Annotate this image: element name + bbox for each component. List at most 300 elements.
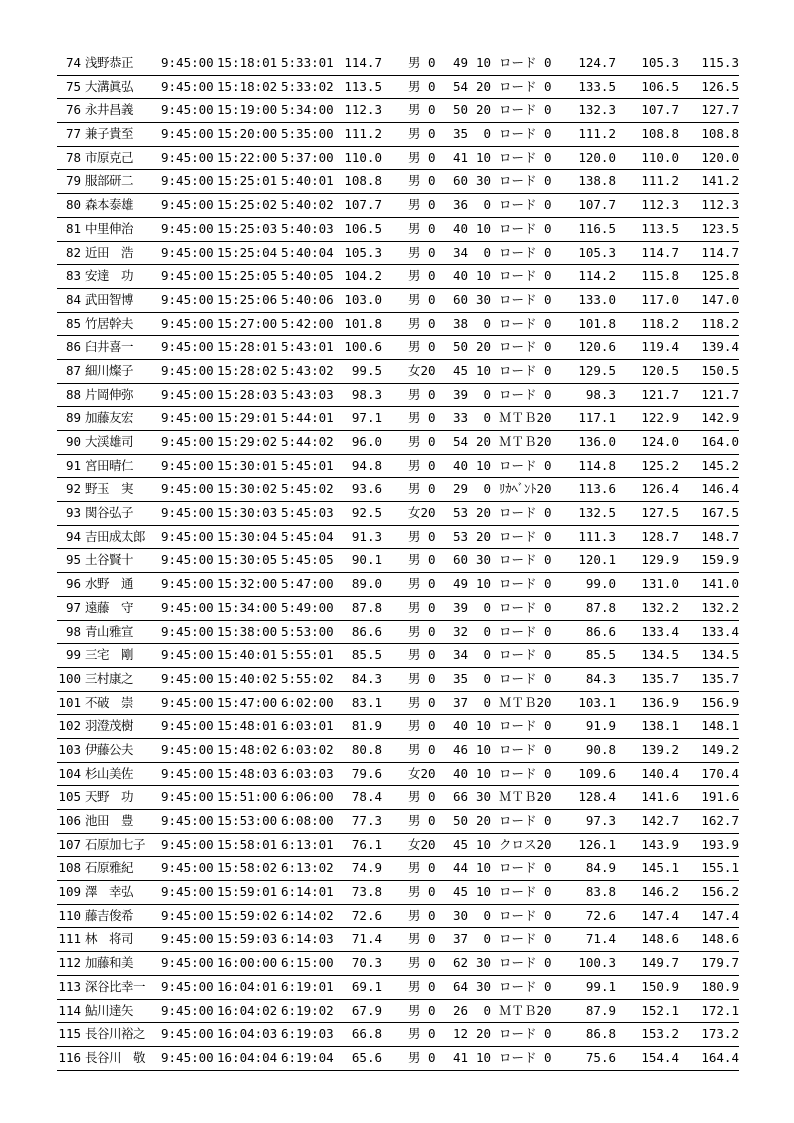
- entry-number: 90: [65, 434, 81, 449]
- table-row: [57, 668, 739, 692]
- start-time: 9:45:00: [161, 1026, 214, 1042]
- finish-time: 15:28:01: [217, 339, 278, 355]
- table-row: [57, 644, 739, 668]
- age: 41: [452, 149, 468, 165]
- base-score: 86.6: [351, 623, 382, 639]
- start-time: 9:45:00: [161, 670, 214, 686]
- finish-time: 15:40:01: [217, 647, 278, 663]
- finish-time: 15:59:03: [217, 931, 278, 947]
- age-bonus: 10: [475, 55, 491, 70]
- elapsed-time: 5:44:01: [281, 410, 334, 426]
- finish-time: 15:29:02: [217, 434, 278, 449]
- adjusted-score: 126.1: [578, 836, 616, 852]
- rank-score: 127.5: [641, 505, 679, 521]
- rank-score: 113.5: [641, 220, 679, 236]
- rank-score: 138.1: [641, 718, 679, 734]
- participant-name: 深谷比幸一: [85, 978, 146, 994]
- elapsed-time: 6:19:03: [281, 1026, 334, 1042]
- sex-handicap: 男 0: [408, 718, 436, 734]
- finish-time: 15:47:00: [217, 694, 278, 710]
- total-score: 149.2: [701, 741, 739, 757]
- table-row: [57, 313, 739, 337]
- rank-score: 143.9: [641, 836, 679, 852]
- sex-handicap: 男 0: [408, 670, 436, 686]
- total-score: 162.7: [701, 813, 739, 828]
- sex-handicap: 男 0: [408, 457, 436, 473]
- table-row: [57, 265, 739, 289]
- start-time: 9:45:00: [161, 268, 214, 284]
- age-bonus: 0: [483, 126, 491, 142]
- finish-time: 15:59:01: [217, 884, 278, 900]
- total-score: 147.4: [701, 907, 739, 923]
- start-time: 9:45:00: [161, 528, 214, 544]
- age-bonus: 10: [475, 836, 491, 852]
- start-time: 9:45:00: [161, 481, 214, 497]
- participant-name: 近田 浩: [85, 244, 134, 260]
- total-score: 121.7: [701, 386, 739, 402]
- rank-score: 146.2: [641, 884, 679, 900]
- finish-time: 15:48:01: [217, 718, 278, 734]
- adjusted-score: 128.4: [578, 789, 616, 805]
- participant-name: 兼子貴至: [85, 126, 134, 142]
- age: 40: [452, 220, 468, 236]
- finish-time: 15:48:03: [217, 765, 278, 781]
- sex-handicap: 男 0: [408, 860, 436, 876]
- entry-number: 113: [58, 978, 81, 994]
- age-bonus: 0: [483, 410, 491, 426]
- age-bonus: 30: [475, 173, 491, 189]
- rank-score: 110.0: [641, 149, 679, 165]
- age: 62: [452, 955, 468, 971]
- age: 37: [452, 931, 468, 947]
- entry-number: 79: [65, 173, 81, 189]
- base-score: 71.4: [351, 931, 382, 947]
- elapsed-time: 5:45:04: [281, 528, 334, 544]
- adjusted-score: 124.7: [578, 55, 616, 70]
- sex-handicap: 男 0: [408, 434, 436, 449]
- age: 33: [452, 410, 468, 426]
- adjusted-score: 98.3: [585, 386, 616, 402]
- table-row: [57, 597, 739, 621]
- base-score: 67.9: [351, 1002, 382, 1018]
- rank-score: 112.3: [641, 197, 679, 213]
- age: 35: [452, 126, 468, 142]
- start-time: 9:45:00: [161, 362, 214, 378]
- age: 37: [452, 694, 468, 710]
- base-score: 114.7: [344, 55, 382, 70]
- total-score: 123.5: [701, 220, 739, 236]
- finish-time: 15:27:00: [217, 315, 278, 331]
- base-score: 72.6: [351, 907, 382, 923]
- start-time: 9:45:00: [161, 1002, 214, 1018]
- base-score: 80.8: [351, 741, 382, 757]
- total-score: 173.2: [701, 1026, 739, 1042]
- age-bonus: 20: [475, 434, 491, 449]
- participant-name: 吉田成太郎: [85, 528, 146, 544]
- total-score: 139.4: [701, 339, 739, 355]
- adjusted-score: 111.3: [578, 528, 616, 544]
- finish-time: 15:59:02: [217, 907, 278, 923]
- base-score: 66.8: [351, 1026, 382, 1042]
- entry-number: 115: [58, 1026, 81, 1042]
- entry-number: 112: [58, 955, 81, 971]
- rank-score: 120.5: [641, 362, 679, 378]
- bike-category: ロード 0: [499, 220, 552, 236]
- adjusted-score: 83.8: [585, 884, 616, 900]
- bike-category: ＭＴＢ20: [499, 434, 552, 449]
- age: 40: [452, 268, 468, 284]
- elapsed-time: 5:45:01: [281, 457, 334, 473]
- sex-handicap: 男 0: [408, 978, 436, 994]
- base-score: 79.6: [351, 765, 382, 781]
- total-score: 148.7: [701, 528, 739, 544]
- bike-category: ﾘｶﾍﾞﾝﾄ20: [499, 481, 552, 497]
- base-score: 96.0: [351, 434, 382, 449]
- participant-name: 中里伸治: [85, 220, 134, 236]
- rank-score: 126.4: [641, 481, 679, 497]
- age: 46: [452, 741, 468, 757]
- age-bonus: 30: [475, 552, 491, 568]
- entry-number: 107: [58, 836, 81, 852]
- entry-number: 94: [65, 528, 81, 544]
- finish-time: 15:29:01: [217, 410, 278, 426]
- age: 50: [452, 339, 468, 355]
- age-bonus: 20: [475, 1026, 491, 1042]
- rank-score: 106.5: [641, 78, 679, 94]
- rank-score: 153.2: [641, 1026, 679, 1042]
- bike-category: ロード 0: [499, 860, 552, 876]
- table-row: [57, 526, 739, 550]
- total-score: 170.4: [701, 765, 739, 781]
- entry-number: 97: [65, 599, 81, 615]
- total-score: 172.1: [701, 1002, 739, 1018]
- base-score: 106.5: [344, 220, 382, 236]
- adjusted-score: 75.6: [585, 1049, 616, 1065]
- age-bonus: 0: [483, 386, 491, 402]
- rank-score: 149.7: [641, 955, 679, 971]
- start-time: 9:45:00: [161, 552, 214, 568]
- start-time: 9:45:00: [161, 102, 214, 118]
- elapsed-time: 5:40:06: [281, 291, 334, 307]
- age-bonus: 0: [483, 670, 491, 686]
- participant-name: 池田 豊: [85, 813, 134, 828]
- entry-number: 102: [58, 718, 81, 734]
- bike-category: ロード 0: [499, 126, 552, 142]
- start-time: 9:45:00: [161, 410, 214, 426]
- entry-number: 91: [65, 457, 81, 473]
- table-row: [57, 407, 739, 431]
- participant-name: 三宅 剛: [85, 647, 134, 663]
- age-bonus: 20: [475, 505, 491, 521]
- base-score: 87.8: [351, 599, 382, 615]
- sex-handicap: 男 0: [408, 1026, 436, 1042]
- age-bonus: 10: [475, 718, 491, 734]
- entry-number: 106: [58, 813, 81, 828]
- adjusted-score: 114.2: [578, 268, 616, 284]
- bike-category: ロード 0: [499, 741, 552, 757]
- elapsed-time: 5:44:02: [281, 434, 334, 449]
- bike-category: ロード 0: [499, 623, 552, 639]
- adjusted-score: 111.2: [578, 126, 616, 142]
- bike-category: ＭＴＢ20: [499, 789, 552, 805]
- participant-name: 武田智博: [85, 291, 134, 307]
- sex-handicap: 男 0: [408, 955, 436, 971]
- base-score: 65.6: [351, 1049, 382, 1065]
- start-time: 9:45:00: [161, 386, 214, 402]
- entry-number: 89: [65, 410, 81, 426]
- entry-number: 101: [58, 694, 81, 710]
- table-row: [57, 573, 739, 597]
- entry-number: 86: [65, 339, 81, 355]
- finish-time: 15:30:04: [217, 528, 278, 544]
- age-bonus: 20: [475, 102, 491, 118]
- participant-name: 大渓雄司: [85, 434, 134, 449]
- participant-name: 竹居幹夫: [85, 315, 134, 331]
- age: 54: [452, 78, 468, 94]
- base-score: 104.2: [344, 268, 382, 284]
- finish-time: 15:25:04: [217, 244, 278, 260]
- start-time: 9:45:00: [161, 457, 214, 473]
- rank-score: 121.7: [641, 386, 679, 402]
- participant-name: 関谷弘子: [85, 505, 134, 521]
- start-time: 9:45:00: [161, 55, 214, 70]
- sex-handicap: 男 0: [408, 291, 436, 307]
- adjusted-score: 90.8: [585, 741, 616, 757]
- table-row: [57, 810, 739, 834]
- table-row: [57, 692, 739, 716]
- elapsed-time: 6:14:03: [281, 931, 334, 947]
- elapsed-time: 5:43:03: [281, 386, 334, 402]
- base-score: 81.9: [351, 718, 382, 734]
- sex-handicap: 男 0: [408, 1049, 436, 1065]
- age-bonus: 0: [483, 244, 491, 260]
- entry-number: 98: [65, 623, 81, 639]
- base-score: 108.8: [344, 173, 382, 189]
- bike-category: ロード 0: [499, 907, 552, 923]
- table-row: [57, 857, 739, 881]
- participant-name: 市原克己: [85, 149, 134, 165]
- sex-handicap: 女20: [408, 836, 436, 852]
- base-score: 69.1: [351, 978, 382, 994]
- base-score: 85.5: [351, 647, 382, 663]
- age: 29: [452, 481, 468, 497]
- adjusted-score: 116.5: [578, 220, 616, 236]
- participant-name: 細川燦子: [85, 362, 134, 378]
- bike-category: ロード 0: [499, 102, 552, 118]
- age: 40: [452, 457, 468, 473]
- base-score: 99.5: [351, 362, 382, 378]
- age: 30: [452, 907, 468, 923]
- adjusted-score: 84.9: [585, 860, 616, 876]
- participant-name: 澤 幸弘: [85, 884, 134, 900]
- finish-time: 15:30:01: [217, 457, 278, 473]
- total-score: 180.9: [701, 978, 739, 994]
- bike-category: ロード 0: [499, 457, 552, 473]
- participant-name: 臼井喜一: [85, 339, 134, 355]
- base-score: 111.2: [344, 126, 382, 142]
- base-score: 91.3: [351, 528, 382, 544]
- total-score: 118.2: [701, 315, 739, 331]
- finish-time: 15:25:06: [217, 291, 278, 307]
- bike-category: ロード 0: [499, 576, 552, 592]
- adjusted-score: 132.3: [578, 102, 616, 118]
- sex-handicap: 男 0: [408, 1002, 436, 1018]
- start-time: 9:45:00: [161, 505, 214, 521]
- age-bonus: 10: [475, 1049, 491, 1065]
- total-score: 120.0: [701, 149, 739, 165]
- table-row: [57, 549, 739, 573]
- table-row: [57, 99, 739, 123]
- total-score: 112.3: [701, 197, 739, 213]
- age: 34: [452, 647, 468, 663]
- participant-name: 遠藤 守: [85, 599, 134, 615]
- age-bonus: 0: [483, 907, 491, 923]
- bike-category: ロード 0: [499, 765, 552, 781]
- elapsed-time: 6:19:04: [281, 1049, 334, 1065]
- start-time: 9:45:00: [161, 907, 214, 923]
- table-row: [57, 763, 739, 787]
- participant-name: 鮎川達矢: [85, 1002, 134, 1018]
- entry-number: 110: [58, 907, 81, 923]
- rank-score: 134.5: [641, 647, 679, 663]
- sex-handicap: 女20: [408, 765, 436, 781]
- total-score: 193.9: [701, 836, 739, 852]
- elapsed-time: 5:49:00: [281, 599, 334, 615]
- start-time: 9:45:00: [161, 434, 214, 449]
- total-score: 164.0: [701, 434, 739, 449]
- finish-time: 15:18:02: [217, 78, 278, 94]
- elapsed-time: 6:06:00: [281, 789, 334, 805]
- start-time: 9:45:00: [161, 291, 214, 307]
- adjusted-score: 86.6: [585, 623, 616, 639]
- bike-category: ロード 0: [499, 173, 552, 189]
- age: 36: [452, 197, 468, 213]
- rank-score: 142.7: [641, 813, 679, 828]
- total-score: 164.4: [701, 1049, 739, 1065]
- table-row: [57, 1023, 739, 1047]
- adjusted-score: 136.0: [578, 434, 616, 449]
- participant-name: 杉山美佐: [85, 765, 134, 781]
- elapsed-time: 6:13:02: [281, 860, 334, 876]
- elapsed-time: 5:34:00: [281, 102, 334, 118]
- rank-score: 107.7: [641, 102, 679, 118]
- elapsed-time: 5:43:01: [281, 339, 334, 355]
- base-score: 73.8: [351, 884, 382, 900]
- adjusted-score: 120.1: [578, 552, 616, 568]
- results-table: [57, 52, 739, 1071]
- participant-name: 石原雅紀: [85, 860, 134, 876]
- start-time: 9:45:00: [161, 315, 214, 331]
- base-score: 89.0: [351, 576, 382, 592]
- adjusted-score: 86.8: [585, 1026, 616, 1042]
- rank-score: 122.9: [641, 410, 679, 426]
- finish-time: 16:00:00: [217, 955, 278, 971]
- age-bonus: 10: [475, 860, 491, 876]
- sex-handicap: 男 0: [408, 244, 436, 260]
- entry-number: 95: [65, 552, 81, 568]
- entry-number: 77: [65, 126, 81, 142]
- entry-number: 116: [58, 1049, 81, 1065]
- age-bonus: 10: [475, 765, 491, 781]
- elapsed-time: 6:14:01: [281, 884, 334, 900]
- base-score: 100.6: [344, 339, 382, 355]
- rank-score: 124.0: [641, 434, 679, 449]
- table-row: [57, 786, 739, 810]
- age-bonus: 0: [483, 931, 491, 947]
- bike-category: ロード 0: [499, 197, 552, 213]
- base-score: 110.0: [344, 149, 382, 165]
- sex-handicap: 男 0: [408, 481, 436, 497]
- total-score: 145.2: [701, 457, 739, 473]
- bike-category: ロード 0: [499, 505, 552, 521]
- table-row: [57, 289, 739, 313]
- base-score: 105.3: [344, 244, 382, 260]
- participant-name: 森本泰雄: [85, 197, 134, 213]
- age: 50: [452, 102, 468, 118]
- age-bonus: 0: [483, 1002, 491, 1018]
- base-score: 94.8: [351, 457, 382, 473]
- finish-time: 15:18:01: [217, 55, 278, 70]
- rank-score: 145.1: [641, 860, 679, 876]
- entry-number: 75: [65, 78, 81, 94]
- elapsed-time: 6:19:01: [281, 978, 334, 994]
- entry-number: 81: [65, 220, 81, 236]
- finish-time: 15:38:00: [217, 623, 278, 639]
- total-score: 127.7: [701, 102, 739, 118]
- adjusted-score: 91.9: [585, 718, 616, 734]
- entry-number: 100: [58, 670, 81, 686]
- bike-category: ロード 0: [499, 647, 552, 663]
- base-score: 90.1: [351, 552, 382, 568]
- bike-category: ロード 0: [499, 55, 552, 70]
- participant-name: 林 将司: [85, 931, 134, 947]
- sex-handicap: 男 0: [408, 931, 436, 947]
- table-row: [57, 715, 739, 739]
- start-time: 9:45:00: [161, 836, 214, 852]
- start-time: 9:45:00: [161, 955, 214, 971]
- rank-score: 133.4: [641, 623, 679, 639]
- sex-handicap: 男 0: [408, 410, 436, 426]
- elapsed-time: 5:33:02: [281, 78, 334, 94]
- total-score: 150.5: [701, 362, 739, 378]
- bike-category: ロード 0: [499, 291, 552, 307]
- entry-number: 76: [65, 102, 81, 118]
- adjusted-score: 99.1: [585, 978, 616, 994]
- elapsed-time: 6:03:03: [281, 765, 334, 781]
- adjusted-score: 100.3: [578, 955, 616, 971]
- age: 54: [452, 434, 468, 449]
- elapsed-time: 6:03:02: [281, 741, 334, 757]
- age: 40: [452, 765, 468, 781]
- adjusted-score: 103.1: [578, 694, 616, 710]
- adjusted-score: 109.6: [578, 765, 616, 781]
- start-time: 9:45:00: [161, 244, 214, 260]
- bike-category: ロード 0: [499, 884, 552, 900]
- age: 26: [452, 1002, 468, 1018]
- elapsed-time: 5:33:01: [281, 55, 334, 70]
- total-score: 141.0: [701, 576, 739, 592]
- entry-number: 114: [58, 1002, 81, 1018]
- elapsed-time: 5:35:00: [281, 126, 334, 142]
- table-row: [57, 360, 739, 384]
- elapsed-time: 5:37:00: [281, 149, 334, 165]
- adjusted-score: 84.3: [585, 670, 616, 686]
- table-row: [57, 739, 739, 763]
- participant-name: 伊藤公夫: [85, 741, 134, 757]
- table-row: [57, 1047, 739, 1071]
- sex-handicap: 男 0: [408, 197, 436, 213]
- start-time: 9:45:00: [161, 978, 214, 994]
